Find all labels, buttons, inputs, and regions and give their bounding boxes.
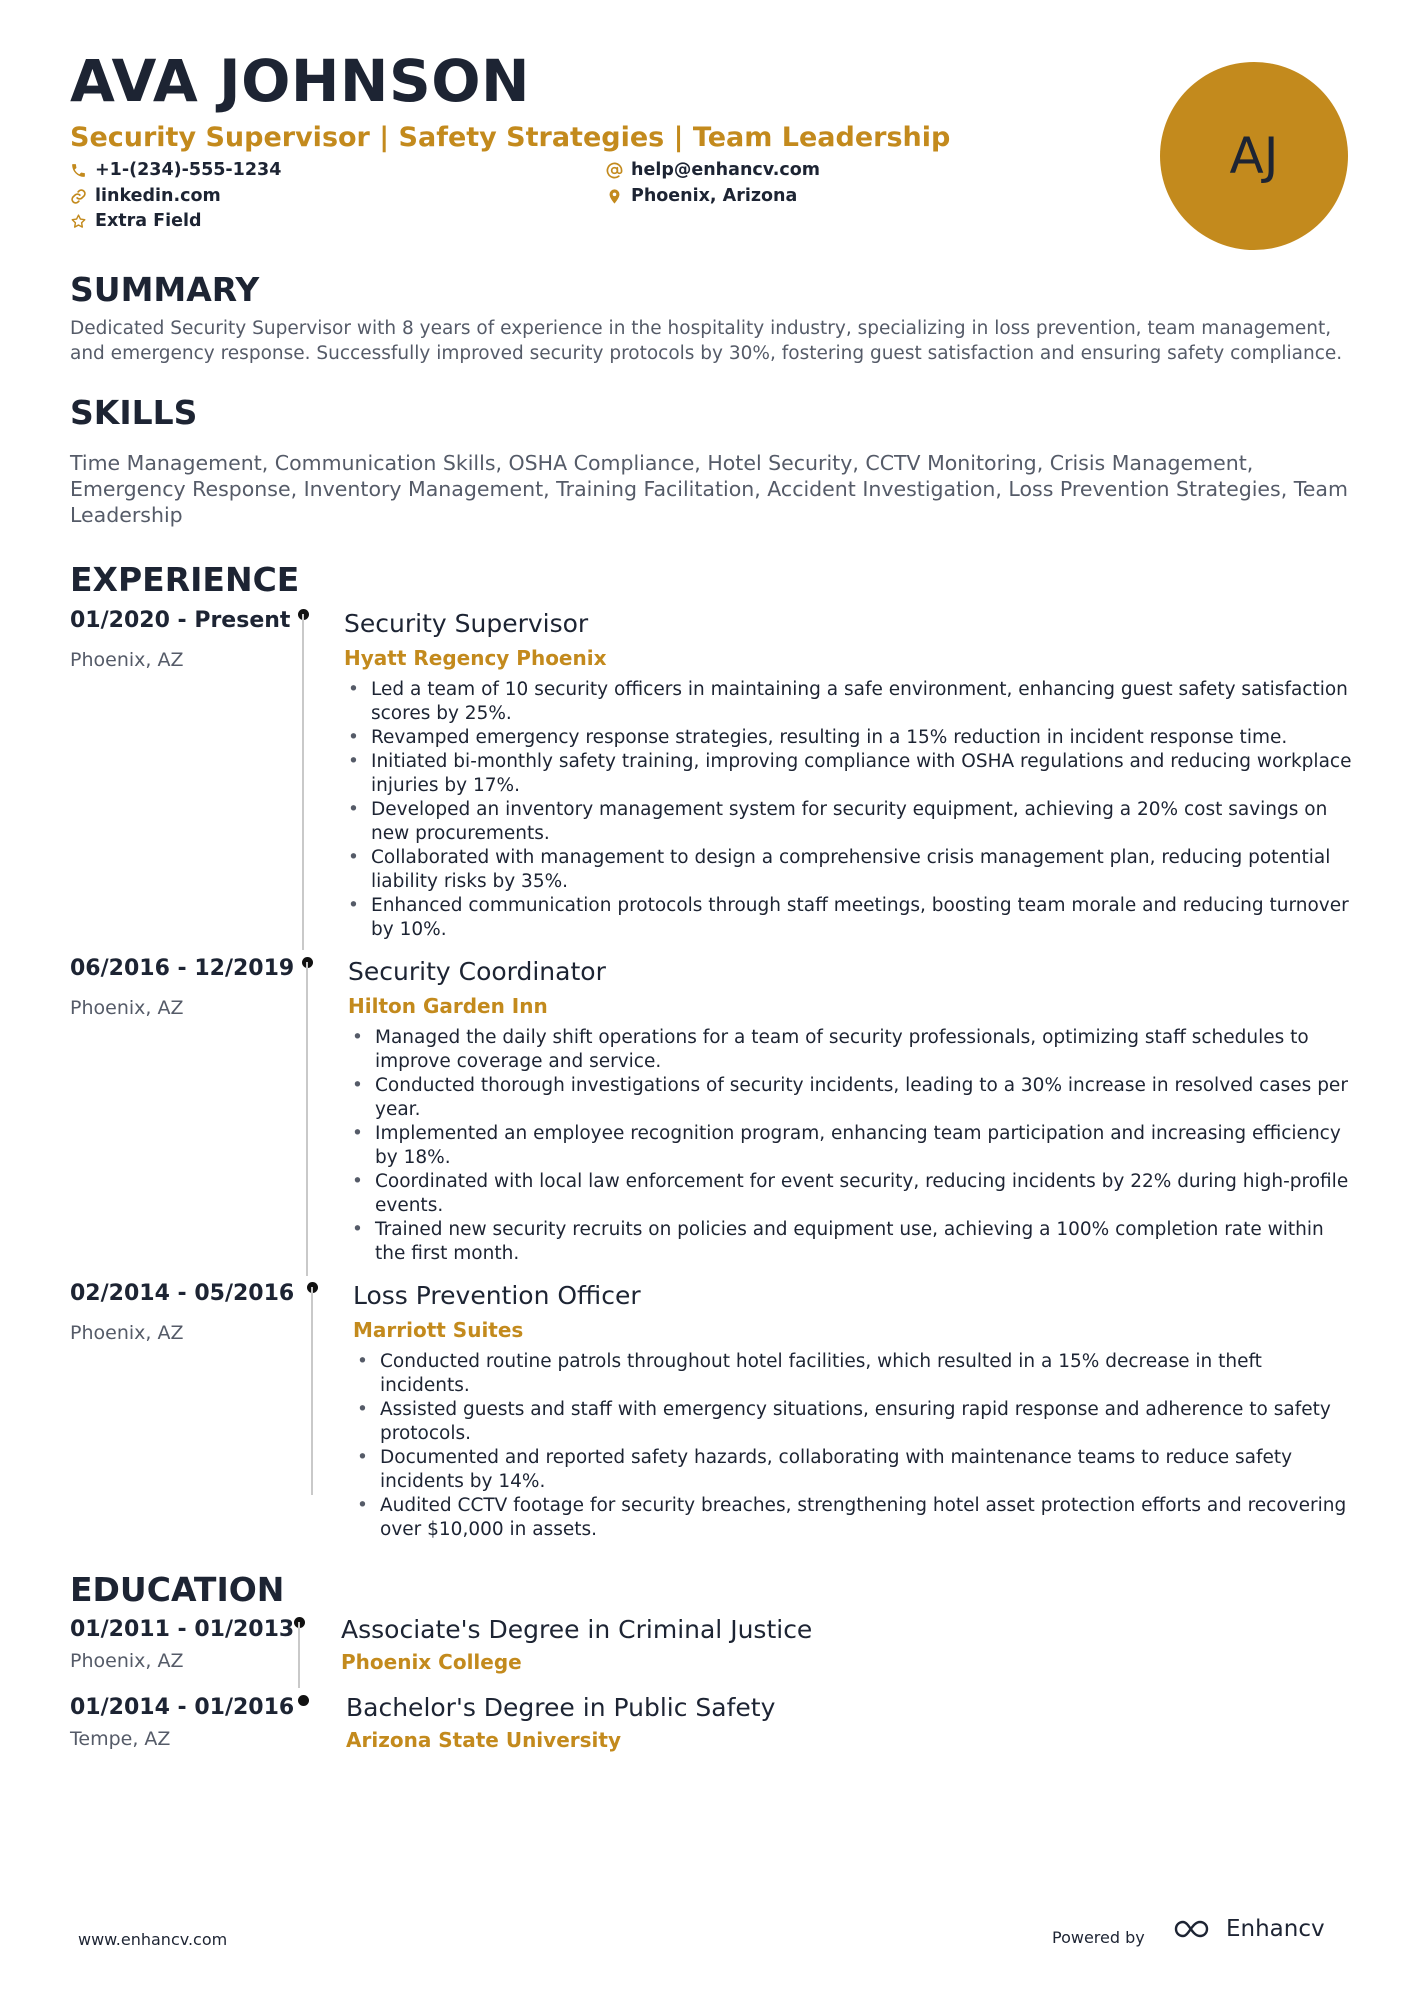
experience-location: Phoenix, AZ <box>70 997 184 1019</box>
bullet-item: • Managed the daily shift operations for a team of security professionals, optimizing staff schedules to improve coverage and service. <box>348 1026 1354 1074</box>
bullet-item: • Initiated bi-monthly safety training, improving compliance with OSHA regulations and reducing workplace injuries by 17%. <box>344 750 1354 798</box>
timeline-line <box>302 614 304 950</box>
candidate-name: AVA JOHNSON <box>70 47 531 115</box>
bullet-item: • Collaborated with management to design a comprehensive crisis management plan, reducing potential liability risks by 35%. <box>344 846 1354 894</box>
timeline-dot <box>298 1695 309 1706</box>
experience-bullets <box>344 678 1354 942</box>
education-dates: 01/2011 - 01/2013 <box>70 1617 295 1642</box>
email-text[interactable]: help@enhancv.com <box>631 160 821 180</box>
education-dates: 01/2014 - 01/2016 <box>70 1695 295 1720</box>
experience-dates: 01/2020 - Present <box>70 608 291 633</box>
experience-role: Security Supervisor <box>344 609 589 638</box>
link-icon <box>70 188 87 205</box>
bullet-item: • Audited CCTV footage for security breaches, strengthening hotel asset protection efforts and recovering over $10,000 in assets. <box>353 1494 1354 1542</box>
footer-website[interactable]: www.enhancv.com <box>78 1930 228 1949</box>
bullet-item: • Revamped emergency response strategies, resulting in a 15% reduction in incident response time. <box>344 726 1354 750</box>
contact-location <box>606 186 797 206</box>
experience-company: Hilton Garden Inn <box>348 994 548 1018</box>
experience-company: Hyatt Regency Phoenix <box>344 646 607 670</box>
linkedin-text[interactable]: linkedin.com <box>95 186 221 206</box>
location-pin-icon <box>606 188 623 205</box>
timeline-line <box>306 962 308 1276</box>
bullet-item: • Enhanced communication protocols through staff meetings, boosting team morale and reducing turnover by 10%. <box>344 894 1354 942</box>
experience-company: Marriott Suites <box>353 1318 524 1342</box>
education-degree: Bachelor's Degree in Public Safety <box>346 1693 776 1722</box>
bullet-item: • Conducted routine patrols throughout hotel facilities, which resulted in a 15% decrease in theft incidents. <box>353 1350 1354 1398</box>
bullet-item: • Documented and reported safety hazards, collaborating with maintenance teams to reduce safety incidents by 14%. <box>353 1446 1354 1494</box>
infinity-logo-icon <box>1172 1917 1218 1941</box>
education-location: Phoenix, AZ <box>70 1650 184 1672</box>
experience-role: Loss Prevention Officer <box>353 1281 641 1310</box>
experience-bullets <box>348 1026 1354 1266</box>
education-school: Phoenix College <box>341 1650 522 1674</box>
timeline-line <box>311 1287 313 1495</box>
contact-linkedin <box>70 186 221 206</box>
contact-phone <box>70 160 281 180</box>
bullet-item: • Assisted guests and staff with emergency situations, ensuring rapid response and adherence to safety protocols. <box>353 1398 1354 1446</box>
education-heading: EDUCATION <box>70 1570 285 1609</box>
experience-role: Security Coordinator <box>348 957 606 986</box>
footer-brand-name: Enhancv <box>1226 1916 1325 1942</box>
experience-heading: EXPERIENCE <box>70 560 300 599</box>
summary-text: Dedicated Security Supervisor with 8 years of experience in the hospitality industry, specializing in loss prevention, team management, and emergency response. Successfully improved security protocols by 30%, fostering guest satisfaction and ensuring safety compliance. <box>70 318 1343 364</box>
extra-field-text: Extra Field <box>95 211 202 231</box>
experience-location: Phoenix, AZ <box>70 649 184 671</box>
bullet-item: • Developed an inventory management system for security equipment, achieving a 20% cost savings on new procurements. <box>344 798 1354 846</box>
footer-brand-logo[interactable] <box>1172 1916 1325 1942</box>
bullet-item: • Implemented an employee recognition program, enhancing team participation and increasing efficiency by 18%. <box>348 1122 1354 1170</box>
summary-heading: SUMMARY <box>70 270 260 309</box>
phone-text: +1-(234)-555-1234 <box>95 160 282 180</box>
contact-extra <box>70 211 202 231</box>
avatar <box>1160 62 1348 250</box>
location-text: Phoenix, Arizona <box>631 186 798 206</box>
bullet-item: • Led a team of 10 security officers in maintaining a safe environment, enhancing guest safety satisfaction scores by 25%. <box>344 678 1354 726</box>
experience-bullets <box>353 1350 1354 1542</box>
phone-icon <box>70 162 87 179</box>
star-icon <box>70 213 87 230</box>
experience-dates: 06/2016 - 12/2019 <box>70 956 295 981</box>
candidate-title: Security Supervisor | Safety Strategies | Team Leadership <box>70 122 951 153</box>
bullet-item: • Conducted thorough investigations of security incidents, leading to a 30% increase in resolved cases per year. <box>348 1074 1354 1122</box>
education-degree: Associate's Degree in Criminal Justice <box>341 1615 813 1644</box>
avatar-initials: AJ <box>1229 127 1279 185</box>
bullet-item: • Coordinated with local law enforcement for event security, reducing incidents by 22% during high-profile events. <box>348 1170 1354 1218</box>
contact-email <box>606 160 820 180</box>
timeline-line <box>298 1622 300 1688</box>
skills-heading: SKILLS <box>70 393 198 432</box>
education-school: Arizona State University <box>346 1728 621 1752</box>
education-location: Tempe, AZ <box>70 1728 171 1750</box>
at-icon <box>606 162 623 179</box>
footer-powered-by: Powered by <box>1052 1928 1145 1947</box>
experience-location: Phoenix, AZ <box>70 1322 184 1344</box>
bullet-item: • Trained new security recruits on policies and equipment use, achieving a 100% completion rate within the first month. <box>348 1218 1354 1266</box>
skills-text: Time Management, Communication Skills, OSHA Compliance, Hotel Security, CCTV Monitoring, Crisis Management, Emergency Response, Inventory Management, Training Facilitation, Accident Investigation, Loss Prevention Strategies, Team Leadership <box>70 451 1348 527</box>
experience-dates: 02/2014 - 05/2016 <box>70 1281 295 1306</box>
